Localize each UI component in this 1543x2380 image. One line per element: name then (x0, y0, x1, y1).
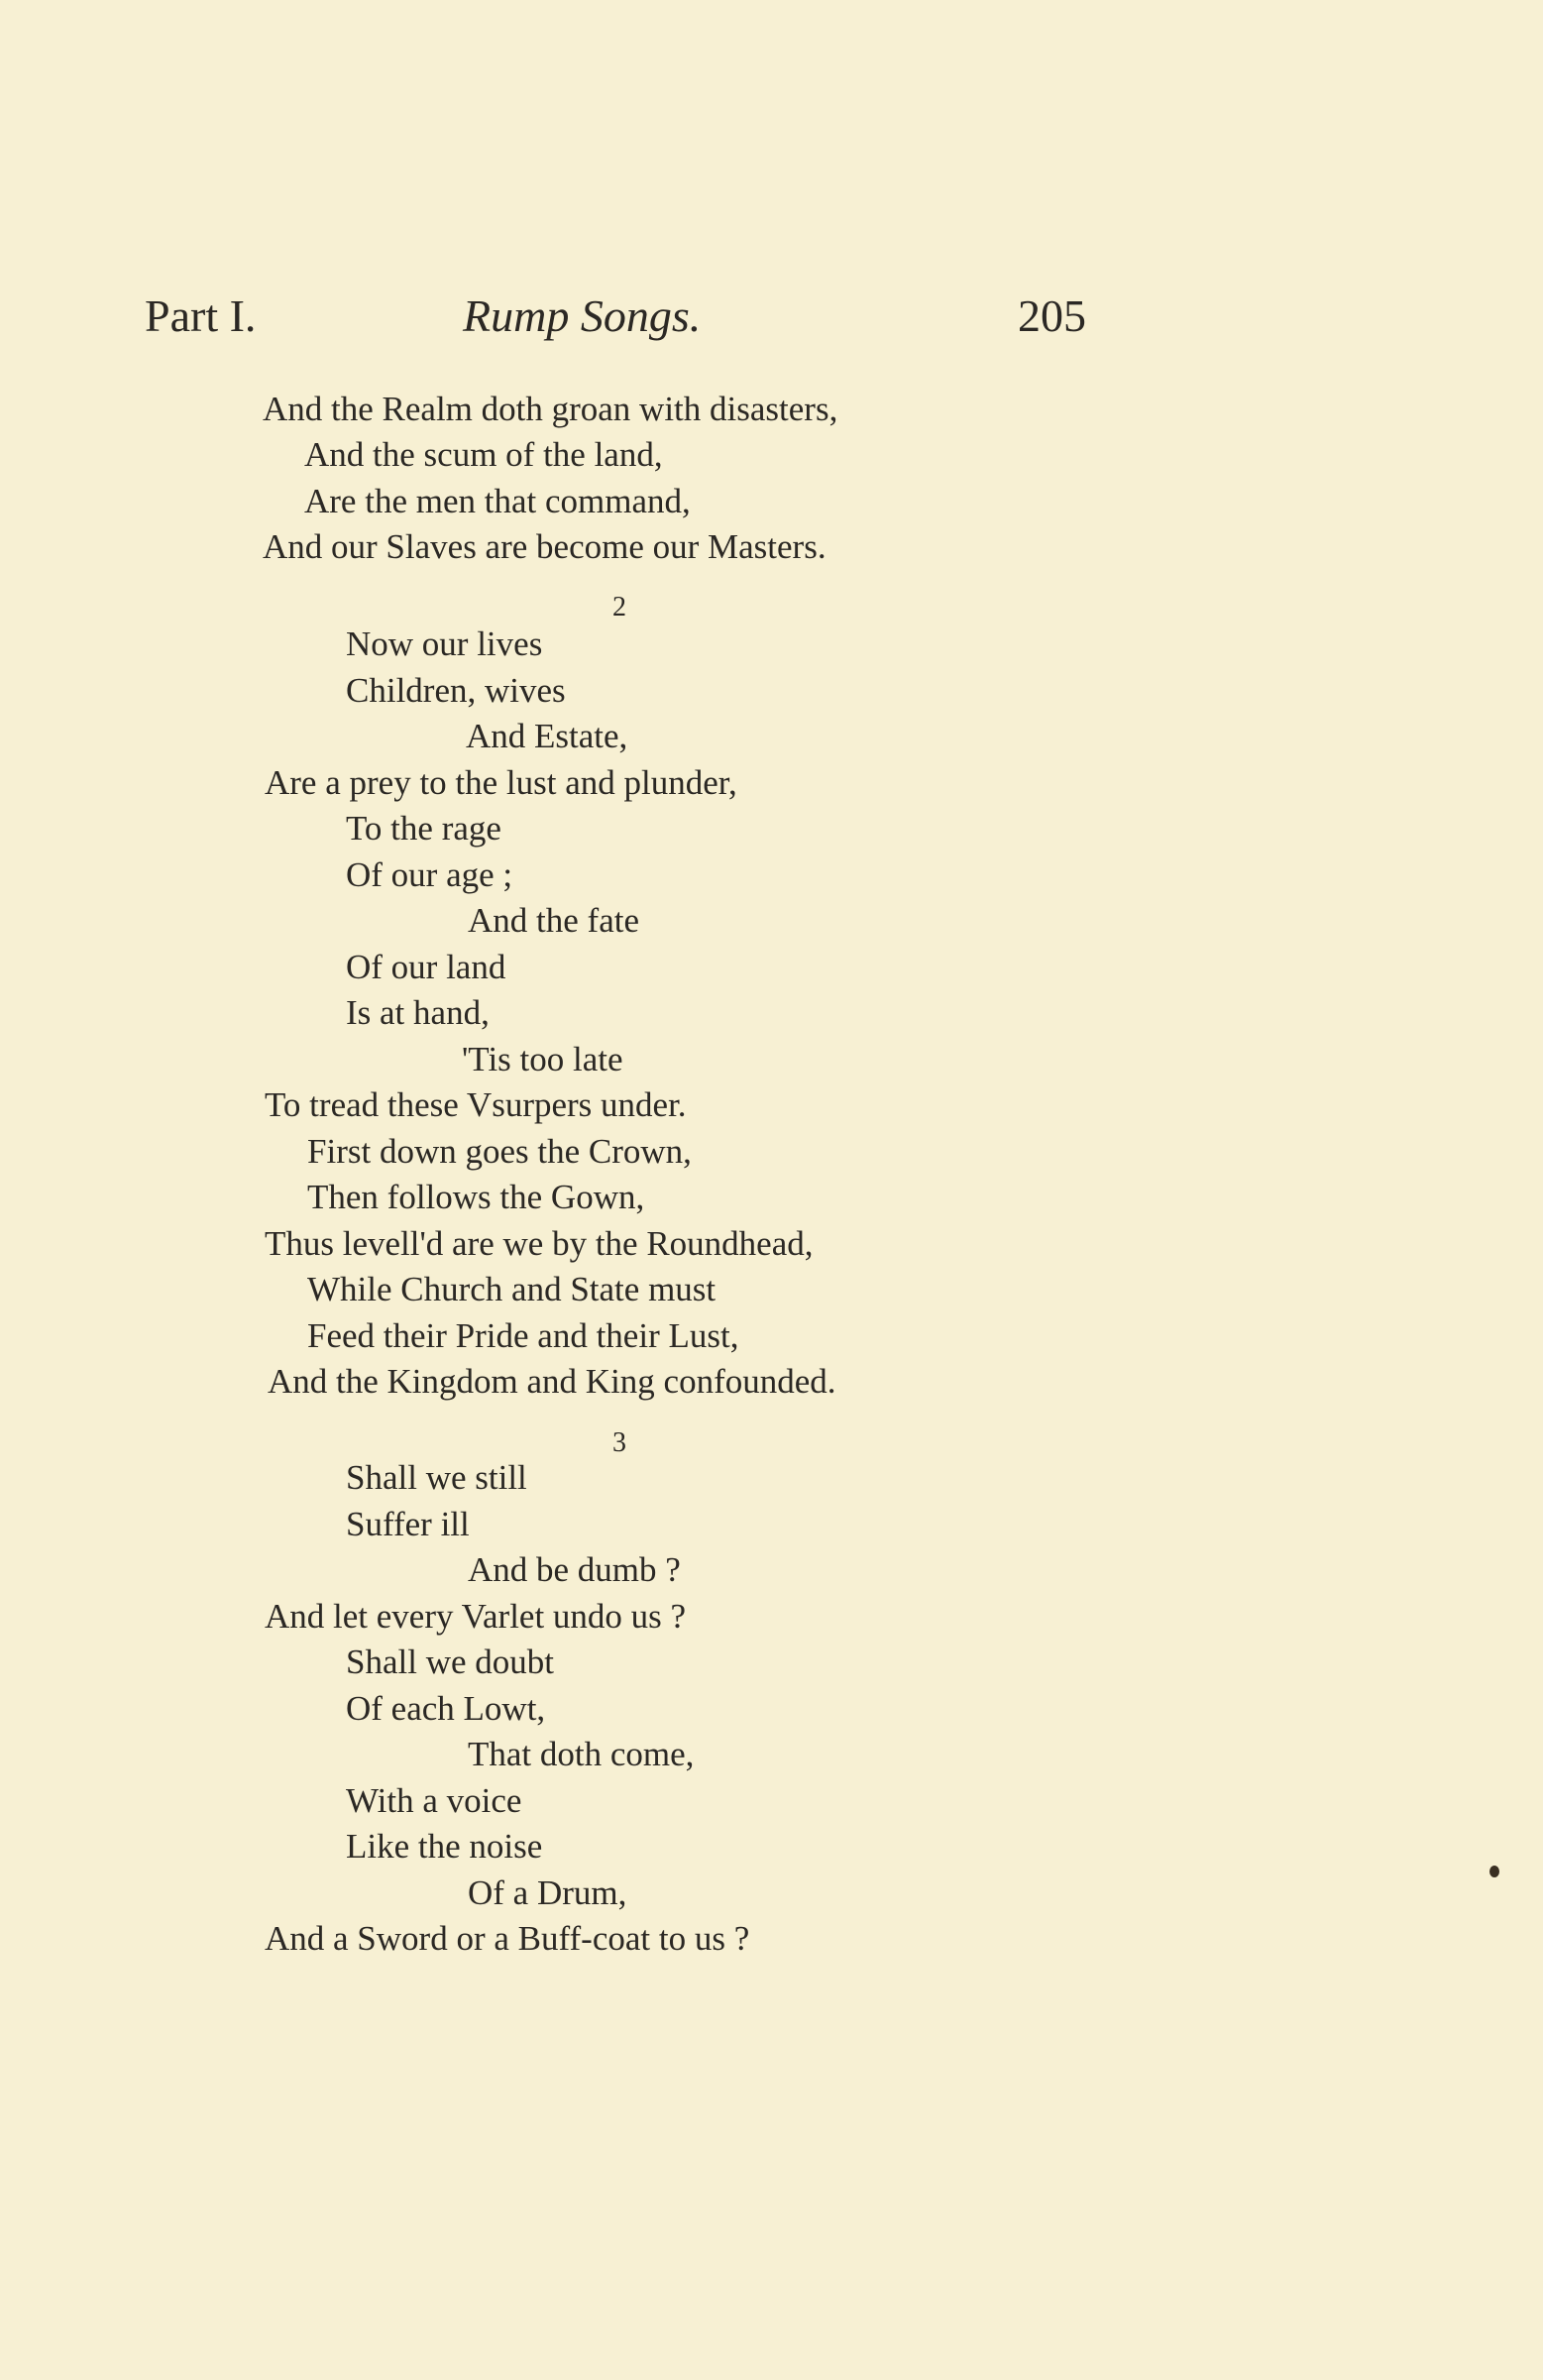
running-title: Rump Songs. (463, 290, 702, 341)
poem-line: And the scum of the land, (304, 435, 663, 474)
part-label: Part I. (145, 290, 257, 341)
poem-line: Feed their Pride and their Lust, (307, 1316, 739, 1355)
poem-line: Are the men that command, (304, 482, 691, 520)
poem-line: That doth come, (468, 1735, 695, 1773)
poem-line: First down goes the Crown, (307, 1132, 692, 1171)
poem-line: And the Kingdom and King confounded. (268, 1362, 836, 1401)
poem-line: While Church and State must (307, 1270, 716, 1308)
poem-line: Of our age ; (346, 855, 513, 894)
poem-line: Then follows the Gown, (307, 1178, 645, 1216)
poem-line: Of each Lowt, (346, 1689, 546, 1728)
poem-line: Now our lives (346, 624, 543, 663)
poem-line: And the fate (468, 901, 639, 940)
poem-line: 'Tis too late (462, 1040, 623, 1078)
poem-line: And let every Varlet undo us ? (265, 1597, 687, 1636)
poem-line: Shall we doubt (346, 1643, 554, 1681)
poem-line: With a voice (346, 1781, 522, 1820)
poem-line: Thus levell'd are we by the Roundhead, (265, 1224, 814, 1263)
poem-line: And a Sword or a Buff-coat to us ? (265, 1919, 750, 1958)
poem-line: To the rage (346, 809, 501, 848)
poem-line: And be dumb ? (468, 1550, 681, 1589)
ink-spot (1489, 1866, 1499, 1877)
poem-line: Shall we still (346, 1458, 527, 1497)
poem-line: Of our land (346, 948, 506, 986)
poem-line: Is at hand, (346, 993, 490, 1032)
poem-line: Like the noise (346, 1827, 543, 1866)
running-header (0, 290, 1543, 363)
poem-line: And Estate, (466, 717, 628, 755)
poem-line: To tread these Vsurpers under. (265, 1085, 687, 1124)
stanza-number: 2 (612, 592, 626, 623)
page-number: 205 (1018, 290, 1086, 341)
poem-line: Suffer ill (346, 1505, 470, 1543)
poem-line: Of a Drum, (468, 1873, 627, 1912)
poem-line: Children, wives (346, 671, 566, 710)
stanza-number: 3 (612, 1427, 626, 1458)
poem-line: Are a prey to the lust and plunder, (265, 763, 737, 802)
poem-line: And the Realm doth groan with disasters, (263, 390, 838, 428)
poem-line: And our Slaves are become our Masters. (263, 527, 827, 566)
